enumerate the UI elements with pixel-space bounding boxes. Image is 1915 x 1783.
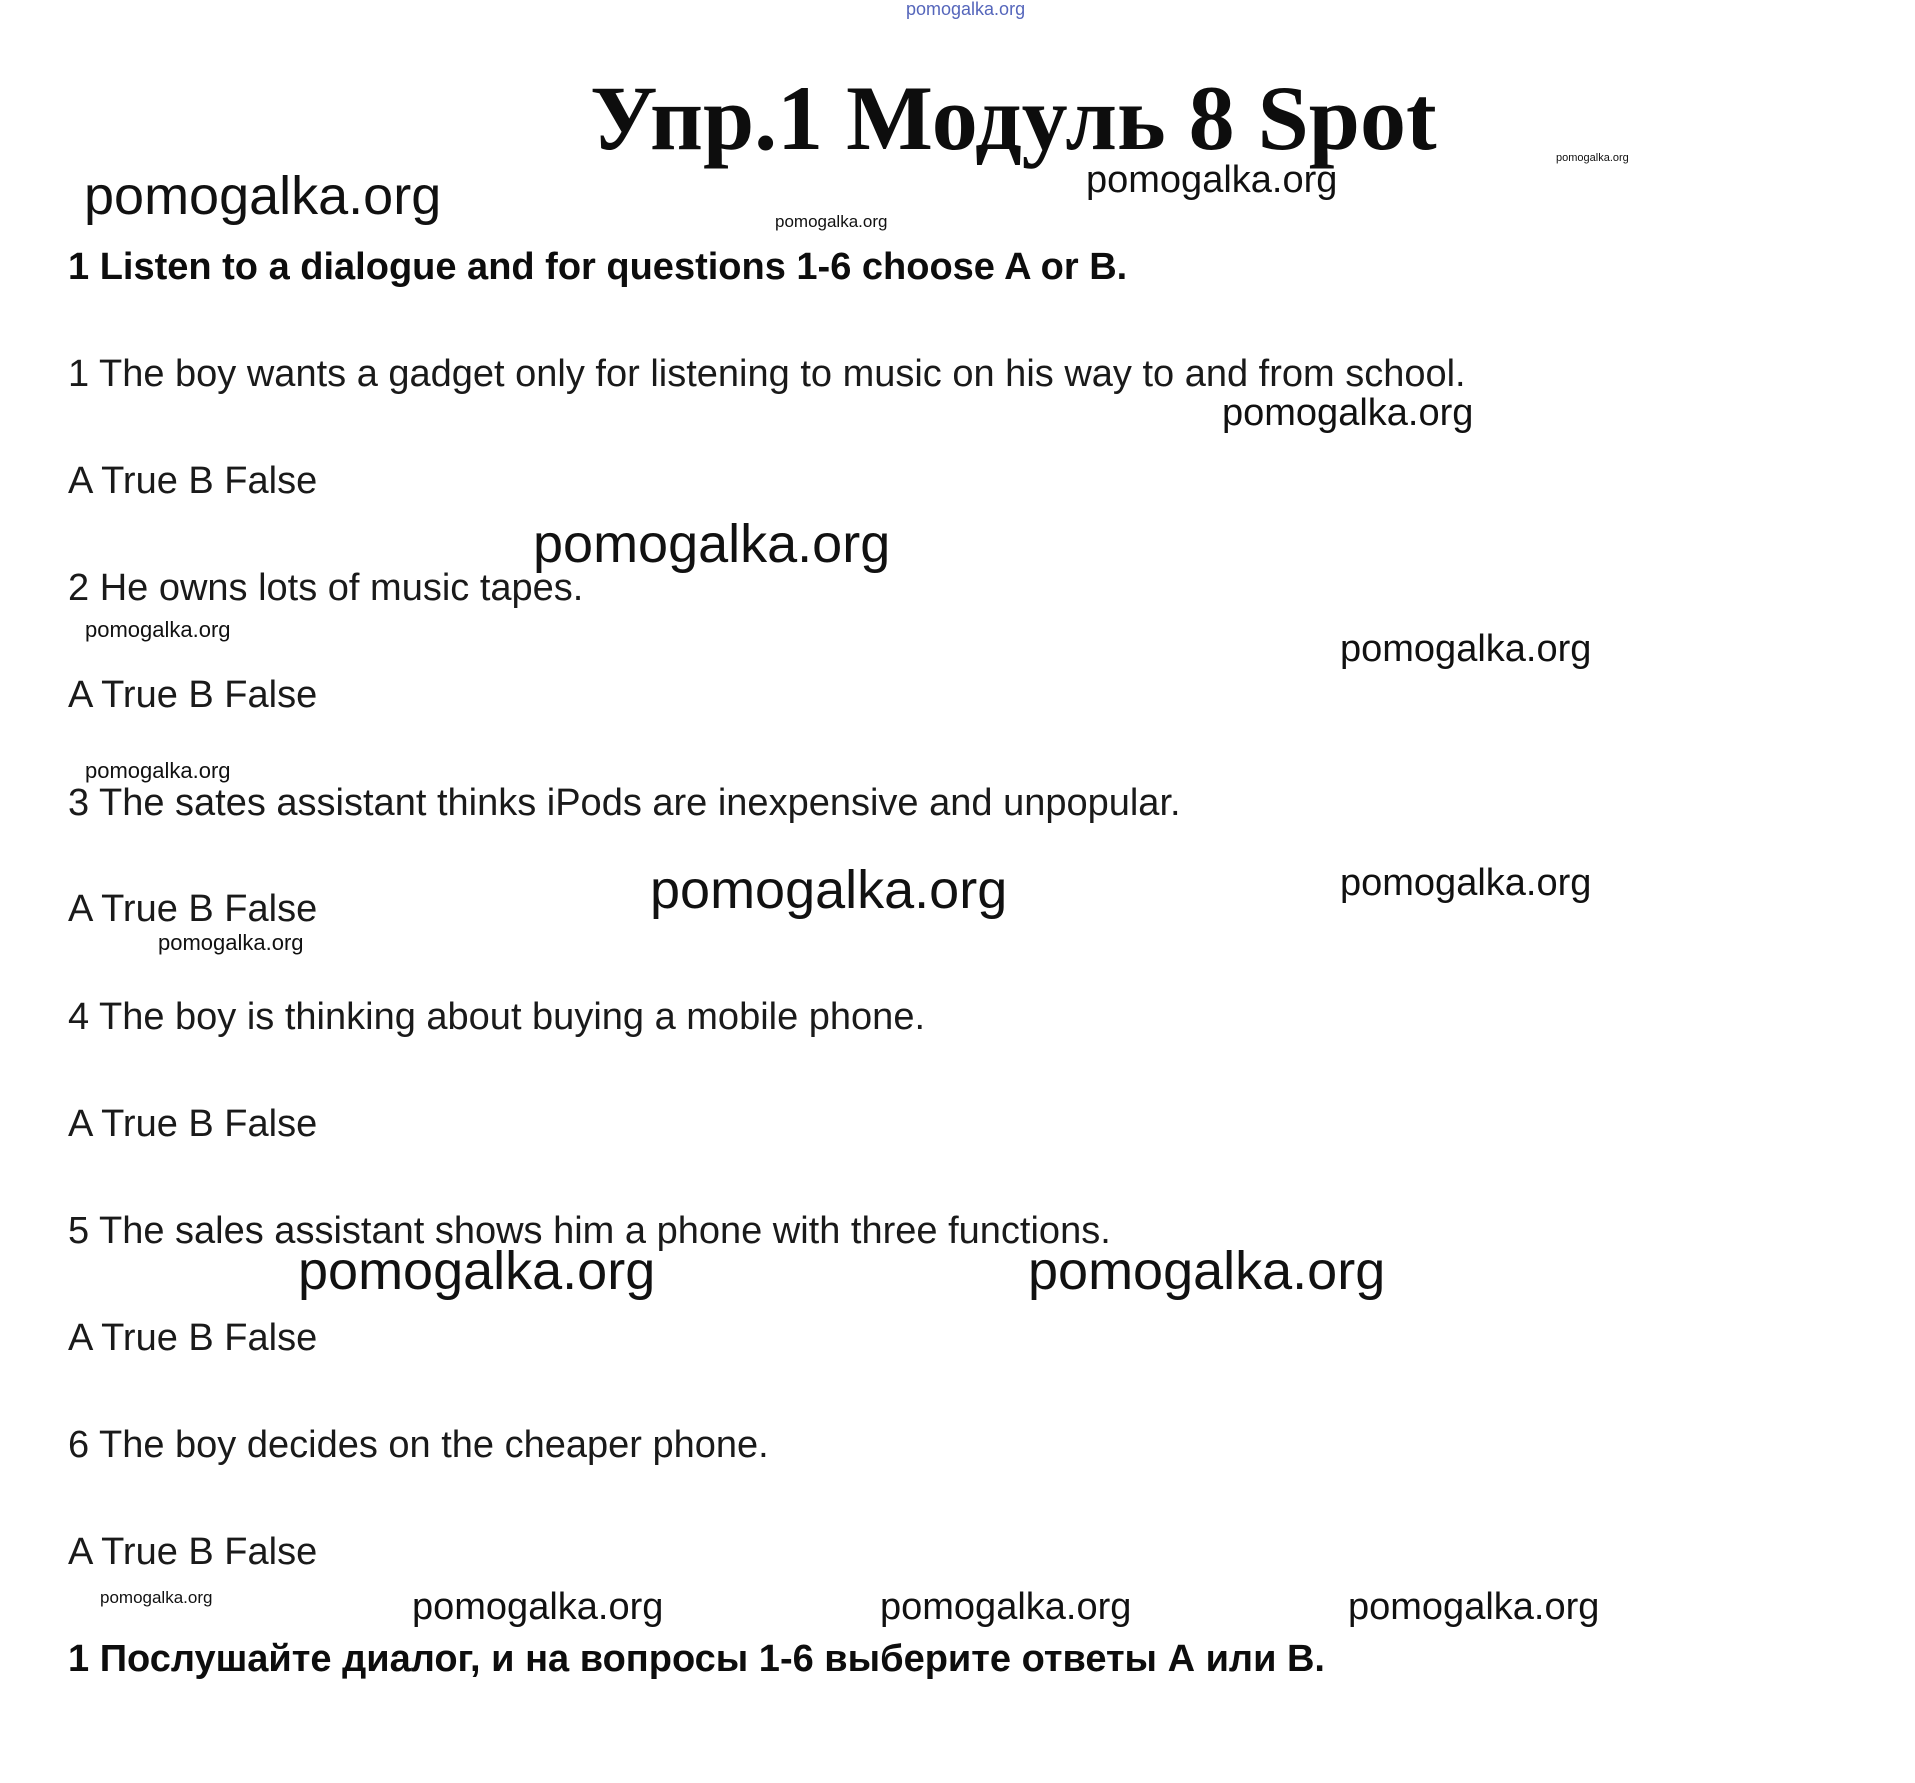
question-1-options: A True B False [68,460,318,502]
question-2-options: A True B False [68,674,318,716]
watermark: pomogalka.org [775,212,888,231]
question-5-options: A True B False [68,1317,318,1359]
question-5: 5 The sales assistant shows him a phone with three functions. [68,1210,1111,1252]
watermark: pomogalka.org [85,758,231,783]
watermark: pomogalka.org [85,617,231,642]
page-title: Упр.1 Модуль 8 Spot [590,67,1437,169]
watermark: pomogalka.org [1340,628,1592,670]
watermark: pomogalka.org [1340,862,1592,904]
question-6-options: A True B False [68,1531,318,1573]
question-4-options: A True B False [68,1103,318,1145]
instruction-russian: 1 Послушайте диалог, и на вопросы 1-6 выберите ответы А или В. [68,1638,1325,1680]
watermark: pomogalka.org [84,166,442,226]
watermark: pomogalka.org [1086,159,1338,201]
watermark: pomogalka.org [880,1586,1132,1628]
watermark: pomogalka.org [1348,1586,1600,1628]
instruction-english: 1 Listen to a dialogue and for questions 1-6 choose A or B. [68,246,1128,288]
watermark: pomogalka.org [1556,152,1629,164]
question-1: 1 The boy wants a gadget only for listening to music on his way to and from school. [68,353,1466,395]
question-6: 6 The boy decides on the cheaper phone. [68,1424,769,1466]
question-3: 3 The sates assistant thinks iPods are inexpensive and unpopular. [68,782,1181,824]
watermark: pomogalka.org [533,514,891,574]
watermark: pomogalka.org [298,1241,656,1301]
question-3-options: A True B False [68,888,318,930]
watermark-top: pomogalka.org [906,0,1026,19]
watermark: pomogalka.org [1222,392,1474,434]
watermark: pomogalka.org [650,860,1008,920]
watermark: pomogalka.org [412,1586,664,1628]
watermark: pomogalka.org [100,1588,213,1607]
question-2: 2 He owns lots of music tapes. [68,567,584,609]
watermark: pomogalka.org [158,930,304,955]
question-4: 4 The boy is thinking about buying a mobile phone. [68,996,926,1038]
watermark: pomogalka.org [1028,1241,1386,1301]
